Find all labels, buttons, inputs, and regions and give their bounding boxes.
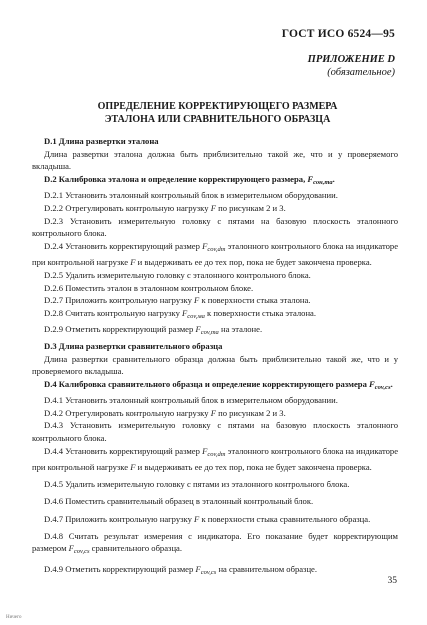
paragraph — [32, 563, 398, 580]
text: D.2.4 Установить корректирующий размер — [44, 240, 200, 251]
symbol-subscript: cov,ma — [200, 329, 219, 337]
symbol-subscript: сон,ma — [313, 178, 333, 186]
text: к поверхности стыка сравнительного образца. — [201, 513, 371, 524]
text: к поверхности стыка эталона. — [201, 295, 311, 306]
text: эталонного контрольного блока на индикаторе при контрольной нагрузке — [32, 240, 399, 268]
symbol-subscript: cov,dm — [207, 245, 226, 253]
symbol-f: F — [130, 257, 136, 268]
annex-title: ПРИЛОЖЕНИЕ D — [307, 54, 395, 65]
paragraph — [32, 513, 398, 526]
document-body — [32, 135, 398, 580]
symbol-f: F — [210, 202, 216, 213]
paragraph — [32, 202, 398, 215]
text: D.2.2 Отрегулировать контрольную нагрузку — [44, 202, 209, 213]
page-title — [40, 100, 395, 126]
text: на сравнительном образце. — [218, 564, 318, 575]
paragraph — [32, 240, 398, 269]
symbol-f: F — [195, 564, 201, 575]
text: D.4.8 Считать результат измерения с индикатора. Его показание будет корректирующим размером — [32, 530, 398, 554]
text: D.4.4 Установить корректирующий размер — [44, 445, 200, 456]
text: по рисункам 2 и 3. — [218, 202, 286, 213]
annex-status: (обязательное) — [327, 67, 395, 78]
symbol-f: F — [194, 513, 200, 524]
text: D.4.7 Приложить контрольную нагрузку — [44, 513, 192, 524]
section-heading-d1: D.1 Длина развертки эталона — [44, 136, 159, 146]
symbol-subscript: cov,ма — [187, 312, 205, 320]
symbol-f: F — [194, 295, 200, 306]
section-heading-d3: D.3 Длина развертки сравнительного образца — [44, 340, 223, 351]
paragraph — [32, 307, 398, 324]
symbol-f: F — [130, 462, 136, 473]
paragraph — [32, 530, 398, 559]
symbol-subscript: cov,cs — [200, 569, 217, 577]
paragraph: D.4.6 Поместить сравнительный образец в эталонный контрольный блок. — [44, 496, 314, 507]
paragraph — [32, 407, 398, 420]
heading-text: . — [332, 173, 335, 184]
text: и выдерживать ее до тех пор, пока не будет закончена проверка. — [137, 462, 372, 473]
paragraph: D.2.3 Установить измерительную головку с пятами на базовую плоскость эталонного контрольного блока. — [32, 215, 398, 239]
text: на эталоне. — [220, 324, 263, 335]
heading-text: . — [390, 378, 393, 389]
title-line-1: ОПРЕДЕЛЕНИЕ КОРРЕКТИРУЮЩЕГО РАЗМЕРА — [97, 101, 338, 112]
text: по рисункам 2 и 3. — [218, 407, 286, 418]
heading-text: D.4 Калибровка сравнительного образца и определение корректирующего размера — [44, 378, 367, 389]
corner-mark: Ничего — [6, 615, 22, 620]
symbol-f: F — [210, 407, 216, 418]
paragraph: D.2.6 Поместить эталон в эталонном контрольном блоке. — [44, 282, 254, 293]
paragraph: D.2.5 Удалить измерительную головку с эталонного контрольного блока. — [44, 269, 311, 280]
symbol-subscript: cov,dm — [207, 450, 226, 458]
section-heading-d4 — [32, 378, 398, 395]
annex-label — [308, 53, 395, 79]
text: к поверхности стыка эталона. — [207, 307, 316, 318]
symbol-subscript: cov,cs — [73, 548, 90, 556]
standard-number: ГОСТ ИСО 6524—95 — [281, 28, 395, 40]
paragraph: Длина развертки эталона должна быть приблизительно такой же, что и у проверяемого вкладыша. — [32, 148, 398, 172]
text: и выдерживать ее до тех пор, пока не будет закончена проверка. — [137, 257, 372, 268]
symbol-f: F — [307, 173, 314, 184]
text: эталонного контрольного блока на индикаторе при контрольной нагрузке — [32, 445, 399, 473]
paragraph: D.4.5 Удалить измерительную головку с пятами из эталонного контрольного блока. — [44, 479, 350, 490]
text: D.4.2 Отрегулировать контрольную нагрузку — [44, 407, 209, 418]
text: сравнительного образца. — [91, 543, 183, 554]
text: D.2.7 Приложить контрольную нагрузку — [44, 295, 192, 306]
text: D.4.9 Отметить корректирующий размер — [44, 564, 194, 575]
title-line-2: ЭТАЛОНА ИЛИ СРАВНИТЕЛЬНОГО ОБРАЗЦА — [104, 114, 331, 125]
heading-text: D.2 Калибровка эталона и определение корректирующего размера, — [44, 173, 306, 184]
paragraph: D.2.1 Установить эталонный контрольный блок в измерительном оборудовании. — [44, 190, 338, 201]
symbol-f: F — [195, 324, 201, 335]
paragraph — [32, 445, 398, 474]
symbol-f: F — [202, 240, 208, 251]
symbol-f: F — [369, 378, 375, 389]
symbol-f: F — [68, 543, 74, 554]
section-heading-d2 — [32, 173, 398, 190]
text: D.2.9 Отметить корректирующий размер — [44, 324, 194, 335]
text: D.2.8 Считать контрольную нагрузку — [44, 307, 180, 318]
paragraph: D.4.1 Установить эталонный контрольный блок в измерительном оборудовании. — [44, 395, 338, 406]
symbol-f: F — [182, 307, 188, 318]
paragraph: D.4.3 Установить измерительную головку с пятами на базовую плоскость эталонного контрольного блока. — [32, 420, 398, 444]
paragraph: Длина развертки сравнительного образца должна быть приблизительно такой же, что и у проверяемого вкладыша. — [32, 353, 398, 377]
paragraph — [32, 294, 398, 307]
page-number: 35 — [387, 576, 397, 586]
symbol-f: F — [202, 445, 208, 456]
paragraph — [32, 323, 398, 340]
symbol-subscript: cov,cs — [374, 383, 391, 391]
